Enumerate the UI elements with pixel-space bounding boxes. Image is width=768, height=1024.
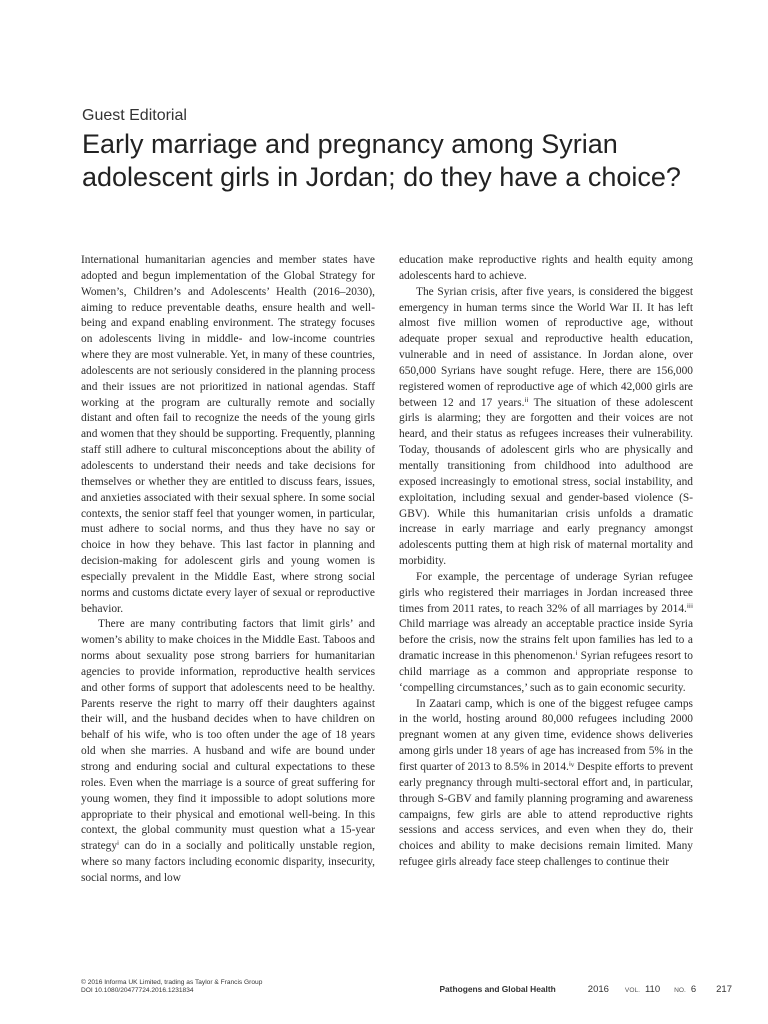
volume-label: VOL. xyxy=(624,987,640,994)
body-paragraph: education make reproductive rights and health equity among adolescents hard to achieve. xyxy=(399,254,693,282)
body-paragraph: The Syrian crisis, after five years, is considered the biggest emergency in human terms since the World War II. It has left almost five million women of reproductive age, without adequate proper sexual and reproductive health education, vulnerable and in need of assistance. In Jordan alone, over 650,000 Syrians have sought refuge. Here, there are 156,000 registered women of reproductive age of which 42,000 girls are between 12 and 17 years.ⁱⁱ The situation of these adolescent girls is alarming; they are forgotten and their voices are not heard, and their status as refugees increases their vulnerability. Today, thousands of adolescent girls who are physically and mentally transitioning from childhood into adulthood are exposed increasingly to emotional stress, social instability, and exploitation, including sexual and gender-based violence (S-GBV). While this humanitarian crisis unfolds a dramatic increase in early marriage and early pregnancy amongst adolescents putting them at high risk of maternal mortality and morbidity. xyxy=(399,285,693,568)
copyright-notice: © 2016 Informa UK Limited, trading as Taylor & Francis Group xyxy=(81,979,263,986)
issue-label: NO. xyxy=(674,987,686,994)
issue-number: 6 xyxy=(690,984,697,995)
article-title: Early marriage and pregnancy among Syrian adolescent girls in Jordan; do they have a choice? xyxy=(82,129,681,192)
footer-journal-info xyxy=(439,984,732,995)
page-number: 217 xyxy=(716,984,732,995)
body-paragraph: For example, the percentage of underage Syrian refugee girls who registered their marriages in Jordan increased three times from 2011 rates, to reach 32% of all marriages by 2014.ⁱⁱⁱ Child marriage was already an acceptable practice inside Syria before the crisis, now the strains felt upon families has led to a dramatic increase in this phenomenon.ⁱ Syrian refugees resort to child marriage as a common and appropriate response to ‘compelling circumstances,’ such as to gain economic security. xyxy=(399,570,693,694)
body-paragraph: International humanitarian agencies and member states have adopted and begun implementation of the Global Strategy for Women’s, Children’s and Adolescents’ Health (2016–2030), aiming to reduce preventable deaths, ensure health and well-being and expand enabling environment. The strategy focuses on adolescents living in middle- and low-income countries where they are most vulnerable. Yet, in many of these countries, adolescents are not seriously considered in the planning process and their issues are not prioritized in national agendas. Staff working at the program are culturally remote and socially distant and often fail to recognize the needs of the young girls and women that they should be supporting. Frequently, planning staff still adhere to cultural misconceptions about the ability of adolescents to understand their needs and take decisions for themselves or whether they are entitled to discuss fears, issues, and anxieties associated with their sexual sphere. In some social contexts, the senior staff feel that younger women, in particular, must adhere to social norms, and thus they have no say or choice in how they behave. This last factor in planning and decision-making for adolescent girls and young women is especially prevalent in the Middle East, where strong social norms and customs dictate every layer of sexual or reproductive behavior. xyxy=(81,254,375,615)
left-column xyxy=(81,253,375,887)
doi-reference: DOI 10.1080/20477724.2016.1231834 xyxy=(81,987,194,995)
section-label: Guest Editorial xyxy=(82,107,187,124)
right-column xyxy=(399,253,693,871)
body-paragraph: There are many contributing factors that limit girls’ and women’s ability to make choices in the Middle East. Taboos and norms about sexuality pose strong barriers for humanitarian agencies to provide information, reproductive health services and other forms of support that adolescents need to be healthy. Parents reserve the right to marry off their daughters against their will, and the husband decides when to have children on behalf of his wife, who is too often under the age of 18 years old when she marries. A husband and wife are bound under strong and enduring social and cultural expectations to these roles. Even when the marriage is a source of great suffering for young women, they find it impossible to adopt solutions more appropriate to their physical and emotional well-being. In this context, the global community must question what a 15-year strategyⁱ can do in a socially and politically unstable region, where so many factors including economic disparity, insecurity, social norms, and low xyxy=(81,618,375,884)
footer-publisher xyxy=(81,979,262,996)
body-paragraph: In Zaatari camp, which is one of the biggest refugee camps in the world, hosting around 80,000 refugees including 2000 pregnant women at any given time, evidence shows deliveries among girls under 18 years of age has increased from 5% in the first quarter of 2013 to 8.5% in 2014.ⁱᵛ Despite efforts to prevent early pregnancy through multi-sectoral effort and, in particular, through S-GBV and family planning programing and awareness campaigns, few girls are able to attend reproductive rights sessions and access services, and even when they do, their choices and ability to make decisions remain limited. Many refugee girls already face steep challenges to continue their xyxy=(399,697,693,869)
journal-year: 2016 xyxy=(587,984,609,995)
volume-number: 110 xyxy=(644,984,661,995)
journal-name: Pathogens and Global Health xyxy=(439,984,556,994)
